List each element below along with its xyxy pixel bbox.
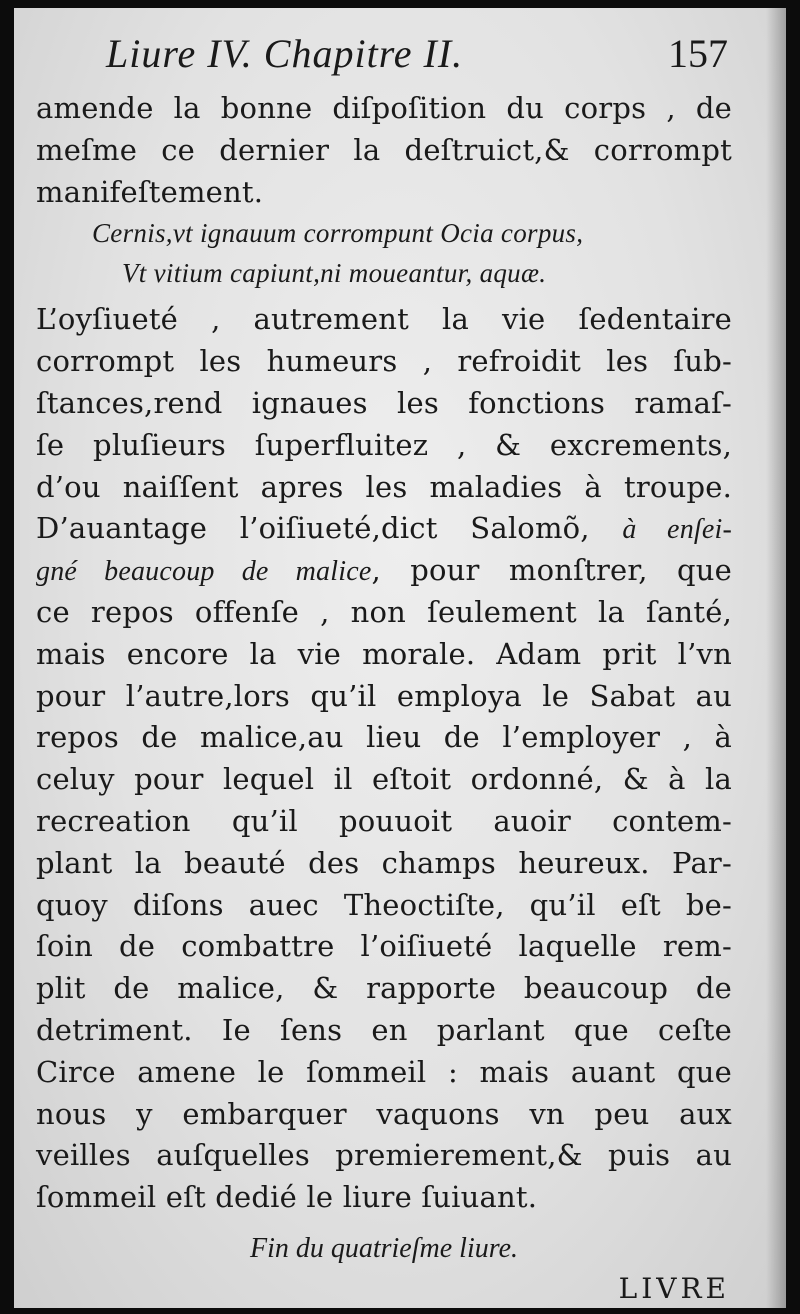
verse-line: Cernis,vt ignauum corrompunt Ocia corpus, <box>92 218 584 249</box>
verse-line: Vt vitium capiunt,ni moueantur, aquæ. <box>122 258 547 289</box>
text-line: plant la beauté des champs heureux. Par- <box>36 845 732 880</box>
text-block <box>36 30 732 1308</box>
text-line: recreation qu’il pouuoit auoir contem- <box>36 803 732 838</box>
text-line: mais encore la vie morale. Adam prit l’vn <box>36 636 732 671</box>
opening-text <box>36 88 732 213</box>
text-line <box>36 550 732 592</box>
running-title: Liure IV. Chapitre II. <box>106 31 464 76</box>
text-line: manifeſtement. <box>36 174 264 209</box>
text-line: repos de malice,au lieu de l’employer , à <box>36 720 732 755</box>
page-header <box>36 30 732 88</box>
text-line: ce repos offenſe , non ſeulement la ſanté, <box>36 594 732 629</box>
text-line: detriment. Ie ſens en parlant que ceſte <box>36 1012 732 1047</box>
text-line: ſoin de combattre l’oiſiueté laquelle rem- <box>36 929 732 964</box>
text-line: L’oyſiueté , autrement la vie ſedentaire <box>36 302 732 337</box>
finis-line: Fin du quatrieſme liure. <box>249 1232 519 1264</box>
page-number: 157 <box>668 31 728 76</box>
text-line: amende la bonne diſpoſition du corps , de <box>36 91 732 125</box>
text-line: corrompt les humeurs , refroidit les ſub- <box>36 344 732 379</box>
main-paragraph <box>36 299 732 1219</box>
text-line: ſommeil eſt dedié le liure ſuiuant. <box>36 1180 538 1215</box>
book-page <box>14 8 786 1308</box>
italic-segment: à enſei- <box>622 514 732 546</box>
text-line: ſe pluſieurs ſuperfluitez , & excrements, <box>36 427 732 462</box>
text-segment: D’auantage l’oiſiueté,dict Salomõ, <box>36 511 623 546</box>
catchword: LIVRE <box>618 1271 730 1305</box>
text-line: d’ou naiſſent apres les maladies à troupe. <box>36 469 732 504</box>
text-line <box>36 508 732 550</box>
text-line: meſme ce dernier la deſtruict,& corrompt <box>36 132 732 167</box>
text-line: ſtances,rend ignaues les fonctions ramaſ- <box>36 385 732 420</box>
text-line: Circe amene le ſommeil : mais auant que <box>36 1054 732 1089</box>
text-line: pour l’autre,lors qu’il employa le Sabat au <box>36 678 732 713</box>
latin-verse <box>36 213 732 293</box>
text-line: veilles auſquelles premierement,& puis au <box>36 1138 732 1173</box>
text-line: quoy diſons auec Theoctiſte, qu’il eſt be- <box>36 887 732 922</box>
text-line: celuy pour lequel il eſtoit ordonné, & à la <box>36 762 732 797</box>
text-line: plit de malice, & rapporte beaucoup de <box>36 971 732 1006</box>
text-segment: , pour monſtrer, que <box>371 553 732 588</box>
italic-segment: gné beaucoup de malice <box>36 556 372 588</box>
text-line: nous y embarquer vaquons vn peu aux <box>36 1096 732 1131</box>
